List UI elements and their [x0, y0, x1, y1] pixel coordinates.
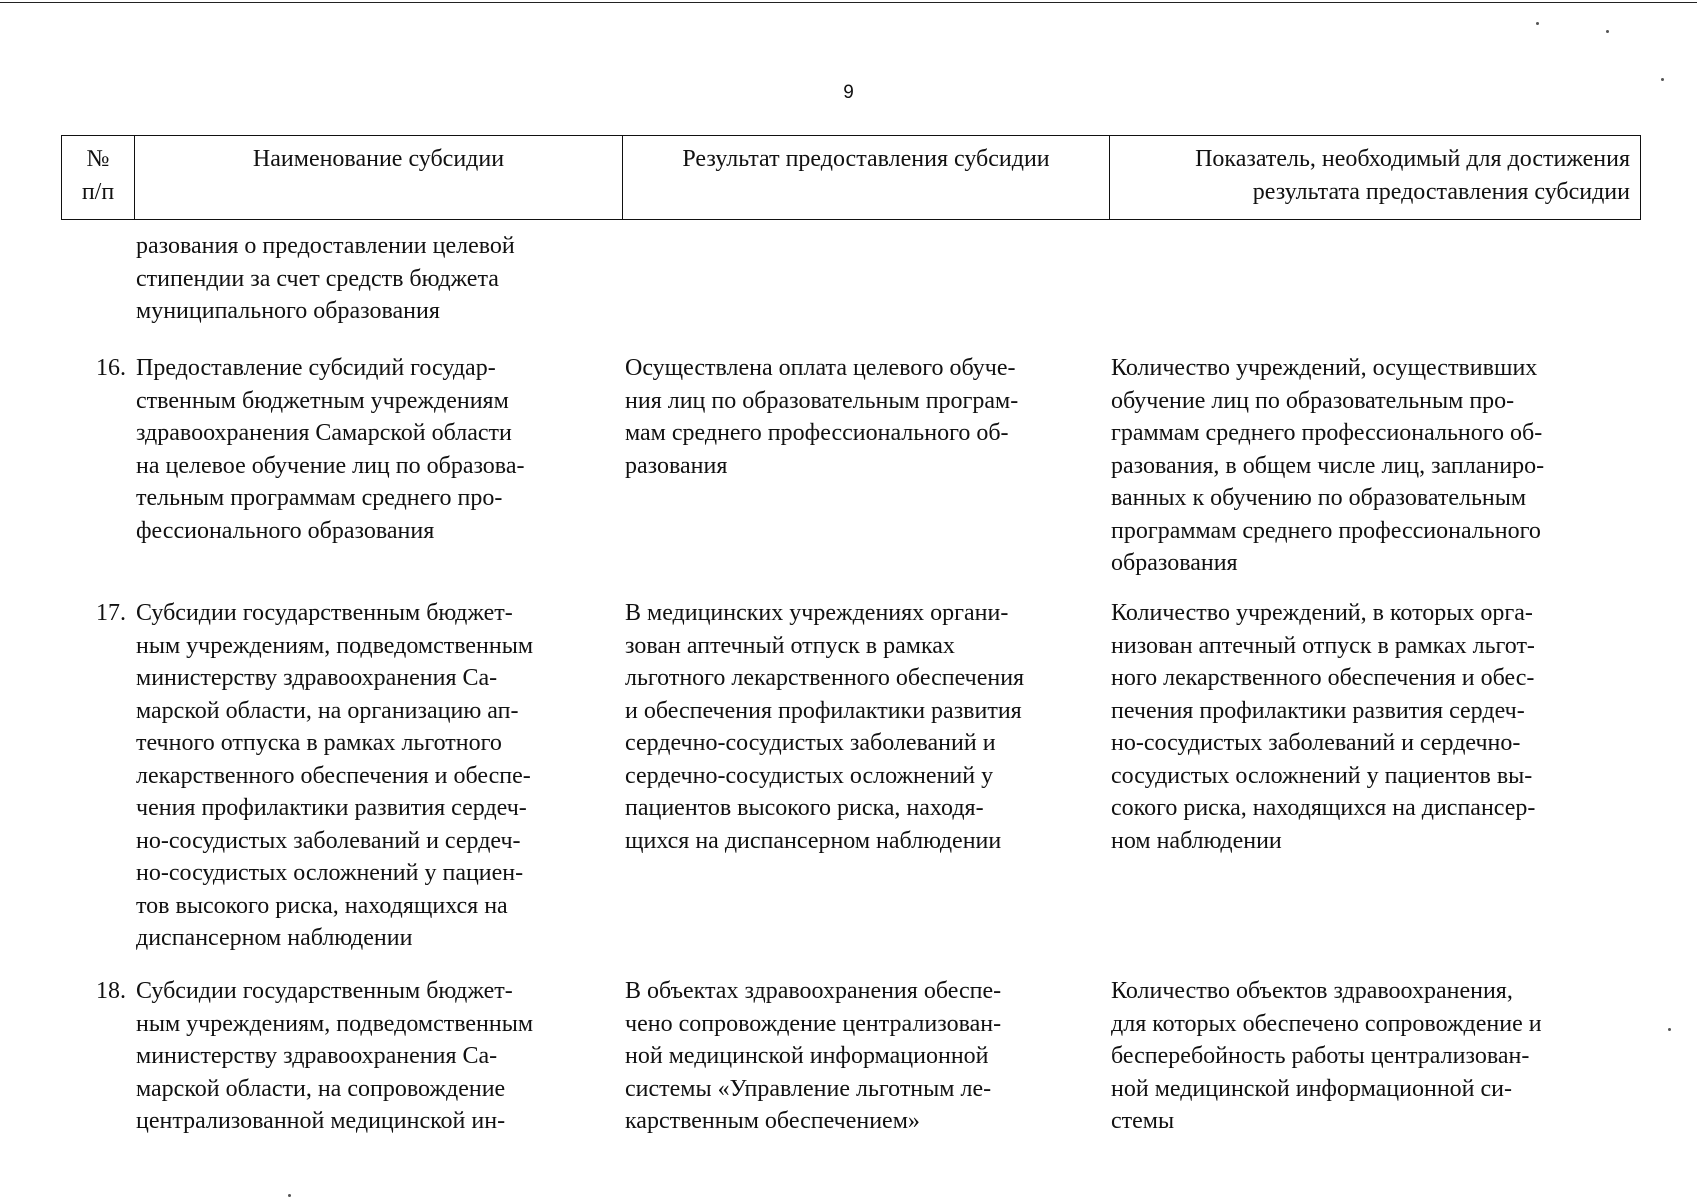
text-line: стемы [1111, 1108, 1175, 1134]
text-line: В медицинских учреждениях органи- [625, 600, 1009, 626]
header-indicator-line: результата предоставления субсидии [1252, 179, 1630, 205]
text-line: зован аптечный отпуск в рамках [625, 632, 955, 659]
text-line: Количество учреждений, в которых орга- [1111, 600, 1533, 626]
row-number [61, 230, 133, 328]
subsidy-indicator-cell [1108, 230, 1641, 328]
text-line: сосудистых осложнений у пациентов вы- [1111, 762, 1533, 789]
text-line: лекарственного обеспечения и обеспе- [136, 762, 531, 789]
text-line: тов высокого риска, находящихся на [136, 892, 508, 919]
text-line: министерству здравоохранения Са- [136, 665, 498, 691]
text-line: системы «Управление льготным ле- [625, 1075, 992, 1102]
text-line: разования [625, 452, 728, 479]
header-name-column [134, 136, 622, 219]
text-line: на целевое обучение лиц по образова- [136, 452, 525, 479]
text-line: сердечно-сосудистых осложнений у [625, 762, 994, 789]
text-line: сокого риска, находящихся на диспансер- [1111, 795, 1536, 821]
text-line: но-сосудистых осложнений у пациен- [136, 860, 524, 886]
scan-speck [1606, 30, 1609, 33]
subsidy-name-cell [133, 230, 621, 328]
scan-speck [1661, 78, 1664, 81]
text-line: ного лекарственного обеспечения и обес- [1111, 665, 1535, 691]
text-line: ния лиц по образовательным програм- [625, 387, 1019, 414]
header-indicator-column [1109, 136, 1640, 219]
subsidy-result-cell [621, 230, 1108, 328]
text-line: ной медицинской информационной [625, 1043, 989, 1069]
text-line: но-сосудистых заболеваний и сердеч- [136, 827, 521, 854]
text-line: разования, в общем числе лиц, запланиро- [1111, 452, 1545, 479]
text-line: мам среднего профессионального об- [625, 420, 1009, 446]
scan-speck [288, 1194, 291, 1197]
text-line: низован аптечный отпуск в рамках льгот- [1111, 632, 1535, 659]
row-number: 17. [96, 600, 126, 626]
text-line: стипендии за счет средств бюджета [136, 265, 499, 292]
text-line: Субсидии государственным бюджет- [136, 600, 513, 626]
text-line: и обеспечения профилактики развития [625, 697, 1022, 724]
text-line: программам среднего профессионального [1111, 517, 1541, 544]
text-line: разования о предоставлении целевой [136, 233, 515, 259]
text-line: Количество учреждений, осуществивших [1111, 355, 1538, 381]
text-line: министерству здравоохранения Са- [136, 1043, 498, 1069]
header-result-column [622, 136, 1109, 219]
text-line: марской области, на сопровождение [136, 1075, 506, 1102]
text-line: но-сосудистых заболеваний и сердечно- [1111, 730, 1521, 756]
table-row-continuation [61, 230, 1641, 328]
scan-speck [1668, 1028, 1671, 1031]
subsidy-name-cell [133, 597, 621, 955]
text-line: бесперебойность работы централизован- [1111, 1043, 1530, 1069]
header-name-label: Наименование субсидии [252, 146, 505, 172]
table-row [61, 975, 1641, 1138]
text-line: Осуществлена оплата целевого обуче- [625, 355, 1016, 381]
row-number: 16. [96, 355, 126, 381]
text-line: ным учреждениям, подведомственным [136, 632, 534, 659]
table-header [61, 135, 1641, 220]
text-line: фессионального образования [136, 517, 435, 544]
table-row [61, 352, 1641, 580]
text-line: марской области, на организацию ап- [136, 697, 519, 724]
text-line: муниципального образования [136, 298, 440, 324]
header-number-column [62, 136, 134, 219]
text-line: диспансерном наблюдении [136, 925, 413, 951]
text-line: тельным программам среднего про- [136, 485, 503, 511]
text-line: централизованной медицинской ин- [136, 1108, 506, 1134]
text-line: ственным бюджетным учреждениям [136, 387, 509, 414]
text-line: пациентов высокого риска, находя- [625, 795, 984, 821]
header-indicator-line: Показатель, необходимый для достижения [1195, 146, 1630, 172]
page-number: 9 [843, 82, 854, 103]
subsidy-indicator-cell [1108, 975, 1641, 1138]
subsidy-result-cell [621, 975, 1108, 1138]
subsidy-indicator-cell [1108, 597, 1641, 955]
text-line: Количество объектов здравоохранения, [1111, 978, 1513, 1004]
text-line: обучение лиц по образовательным про- [1111, 387, 1515, 414]
text-line: ной медицинской информационной си- [1111, 1075, 1512, 1102]
text-line: щихся на диспансерном наблюдении [625, 827, 1002, 854]
text-line: карственным обеспечением» [625, 1108, 920, 1134]
subsidy-indicator-cell [1108, 352, 1641, 580]
text-line: чено сопровождение централизован- [625, 1010, 1002, 1037]
row-number: 18. [96, 978, 126, 1004]
text-line: льготного лекарственного обеспечения [625, 665, 1025, 691]
text-line: ванных к обучению по образовательным [1111, 485, 1527, 511]
subsidy-result-cell [621, 352, 1108, 580]
subsidy-result-cell [621, 597, 1108, 955]
top-border-line [0, 2, 1697, 3]
header-number-abbr: п/п [81, 179, 115, 205]
text-line: Предоставление субсидий государ- [136, 355, 496, 381]
text-line: течного отпуска в рамках льготного [136, 730, 502, 756]
subsidy-name-cell [133, 975, 621, 1138]
text-line: чения профилактики развития сердеч- [136, 795, 527, 821]
text-line: граммам среднего профессионального об- [1111, 420, 1543, 446]
subsidy-name-cell [133, 352, 621, 580]
scan-speck [1536, 22, 1539, 25]
text-line: печения профилактики развития сердеч- [1111, 697, 1525, 724]
header-result-label: Результат предоставления субсидии [682, 146, 1050, 172]
text-line: образования [1111, 550, 1238, 576]
table-row [61, 597, 1641, 955]
text-line: ным учреждениям, подведомственным [136, 1010, 534, 1037]
text-line: В объектах здравоохранения обеспе- [625, 978, 1002, 1004]
text-line: ном наблюдении [1111, 827, 1282, 854]
header-number-symbol: № [86, 146, 110, 172]
text-line: Субсидии государственным бюджет- [136, 978, 513, 1004]
text-line: для которых обеспечено сопровождение и [1111, 1010, 1542, 1037]
text-line: сердечно-сосудистых заболеваний и [625, 730, 996, 756]
text-line: здравоохранения Самарской области [136, 420, 512, 446]
